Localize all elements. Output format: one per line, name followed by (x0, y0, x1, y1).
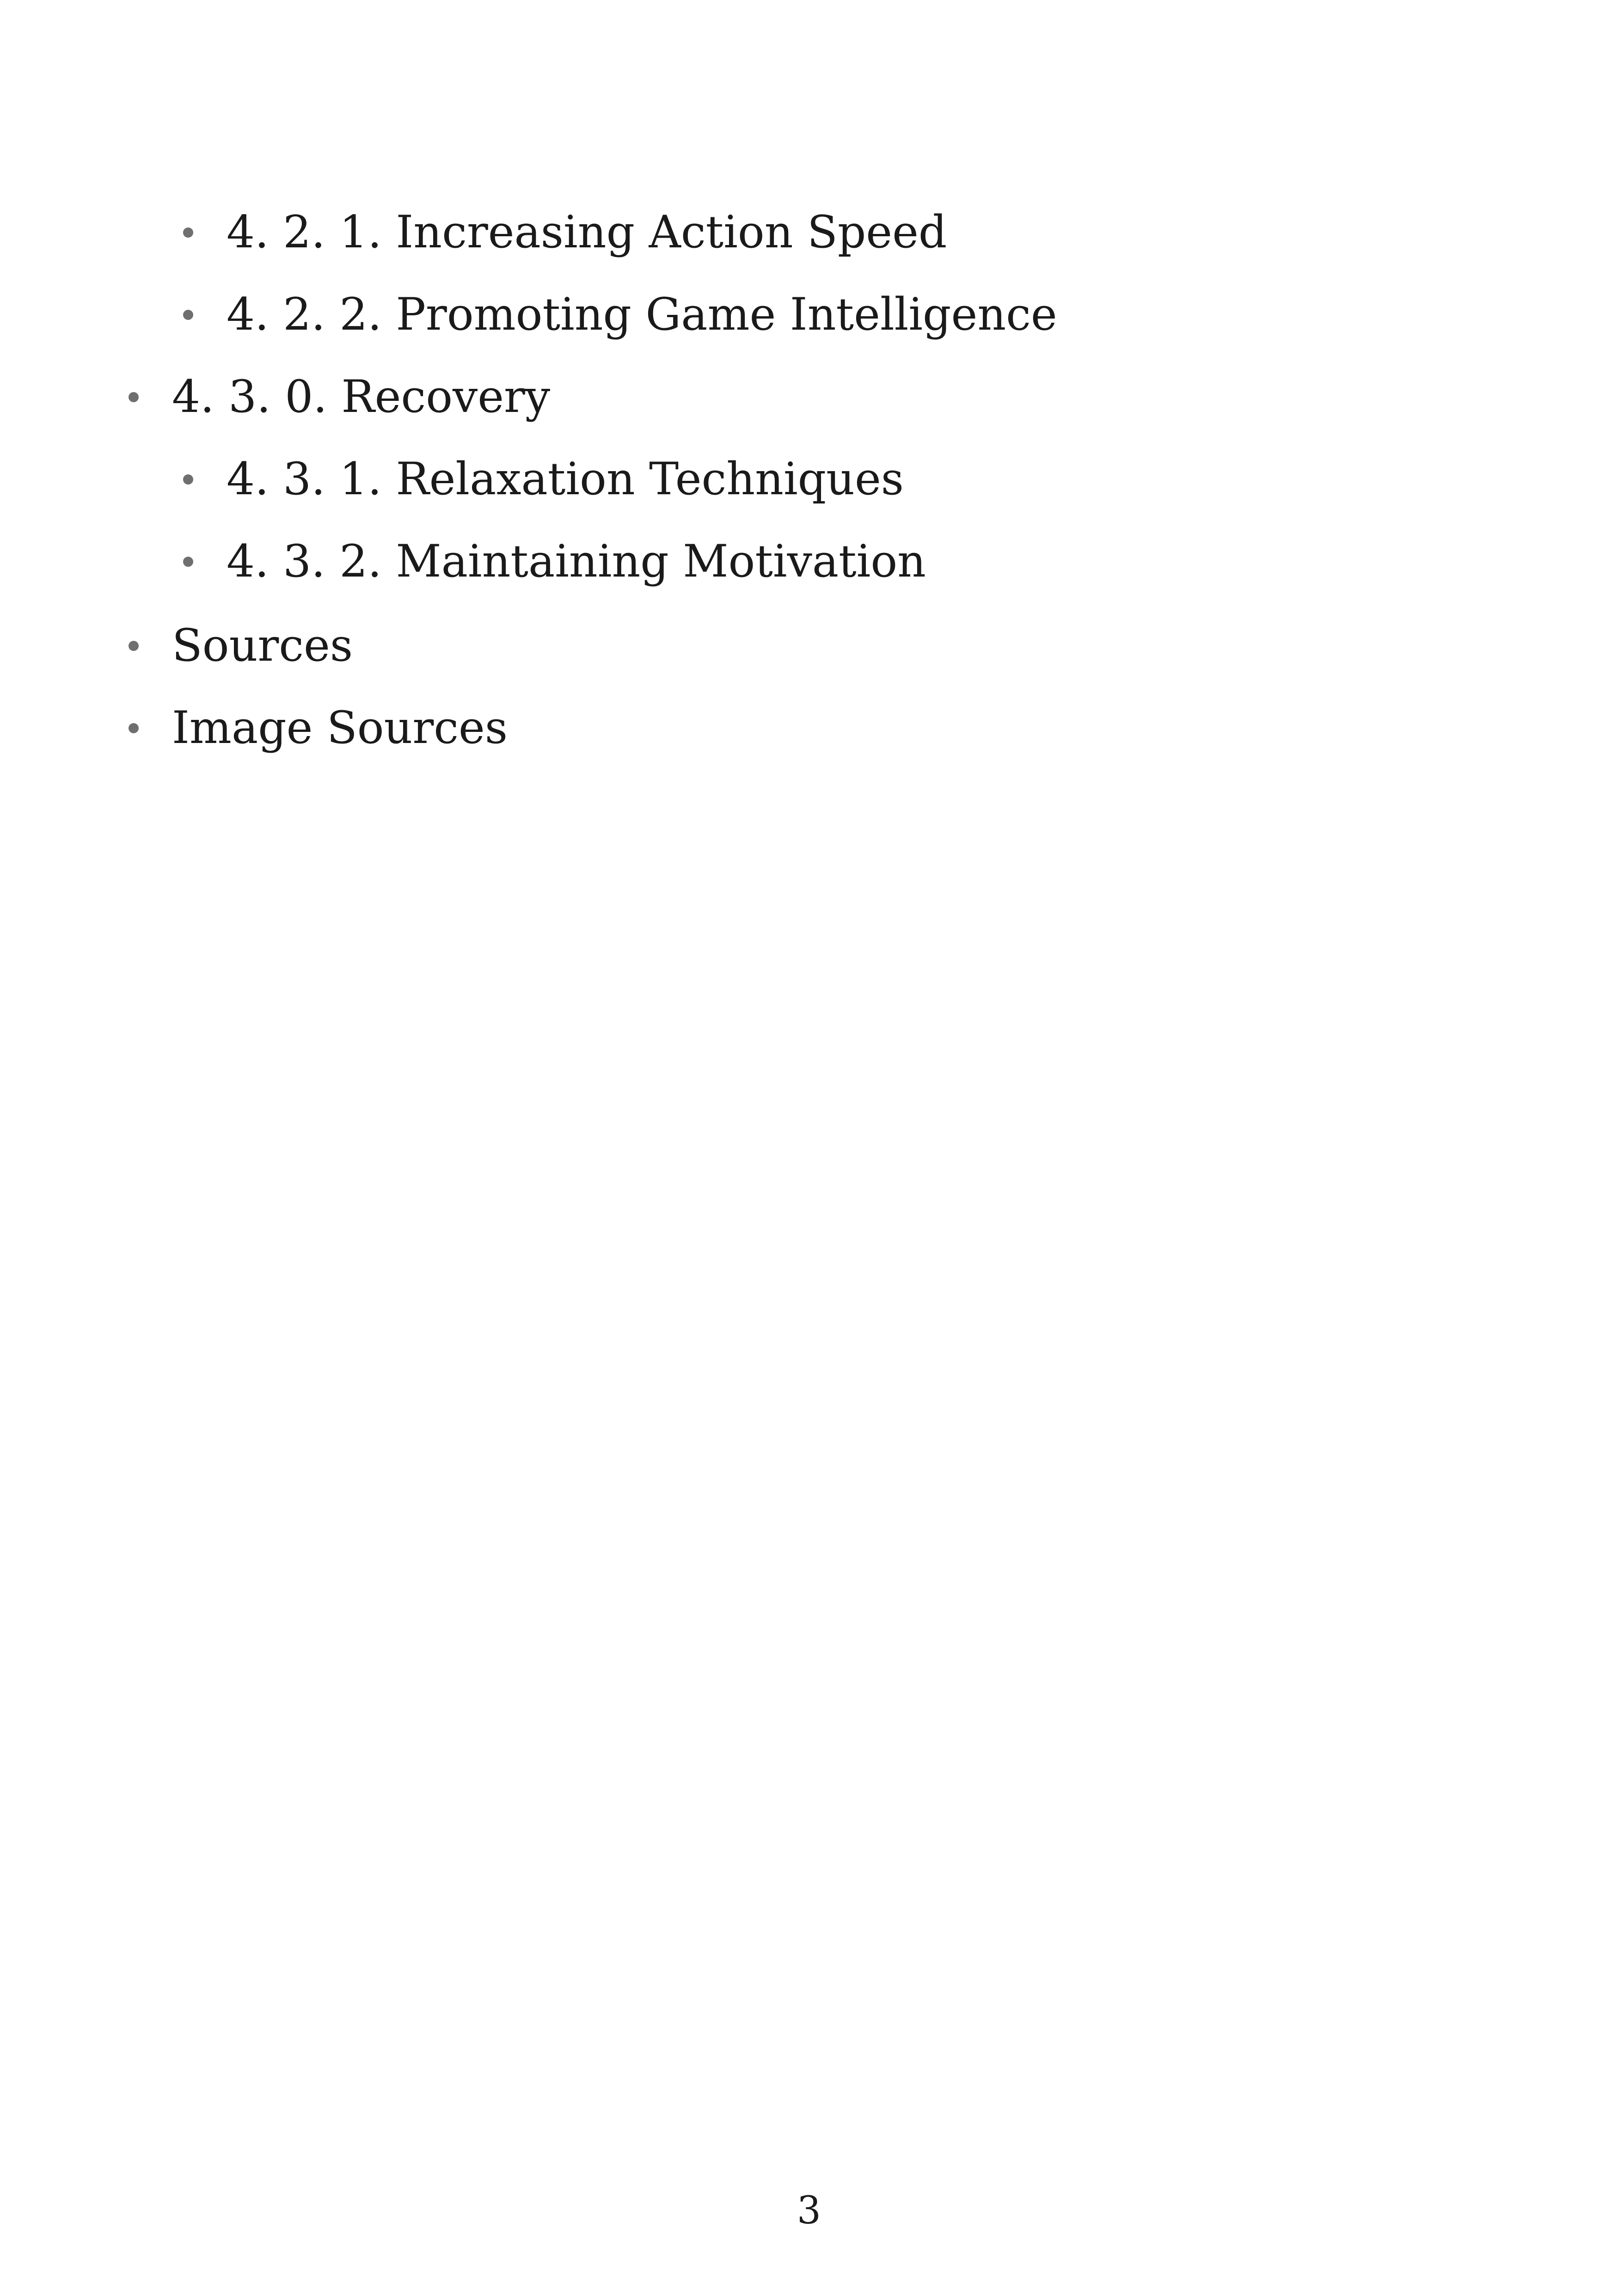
toc-entry-label: 4. 3. 1. Relaxation Techniques (227, 453, 904, 505)
bullet-icon (183, 227, 193, 238)
toc-entry-sources[interactable] (172, 618, 353, 673)
bullet-icon (129, 641, 139, 651)
toc-entry-image-sources[interactable] (172, 700, 508, 755)
bullet-icon (183, 310, 193, 320)
bullet-icon (183, 474, 193, 485)
toc-entry-promoting-game-intelligence[interactable] (227, 287, 1057, 342)
toc-entry-label: 4. 3. 0. Recovery (172, 371, 551, 423)
toc-entry-recovery[interactable] (172, 369, 550, 424)
toc-entry-maintaining-motivation[interactable] (227, 534, 926, 589)
toc-entry-label: Sources (172, 620, 353, 671)
bullet-icon (129, 723, 139, 733)
toc-entry-label: 4. 3. 2. Maintaining Motivation (227, 535, 926, 587)
toc-entry-label: 4. 2. 1. Increasing Action Speed (227, 206, 947, 258)
bullet-icon (129, 392, 139, 402)
page-number: 3 (797, 2189, 821, 2233)
bullet-icon (183, 557, 193, 567)
toc-entry-label: 4. 2. 2. Promoting Game Intelligence (227, 289, 1057, 340)
toc-entry-label: Image Sources (172, 702, 508, 754)
toc-entry-relaxation-techniques[interactable] (227, 451, 904, 507)
toc-entry-increasing-action-speed[interactable] (227, 204, 947, 260)
